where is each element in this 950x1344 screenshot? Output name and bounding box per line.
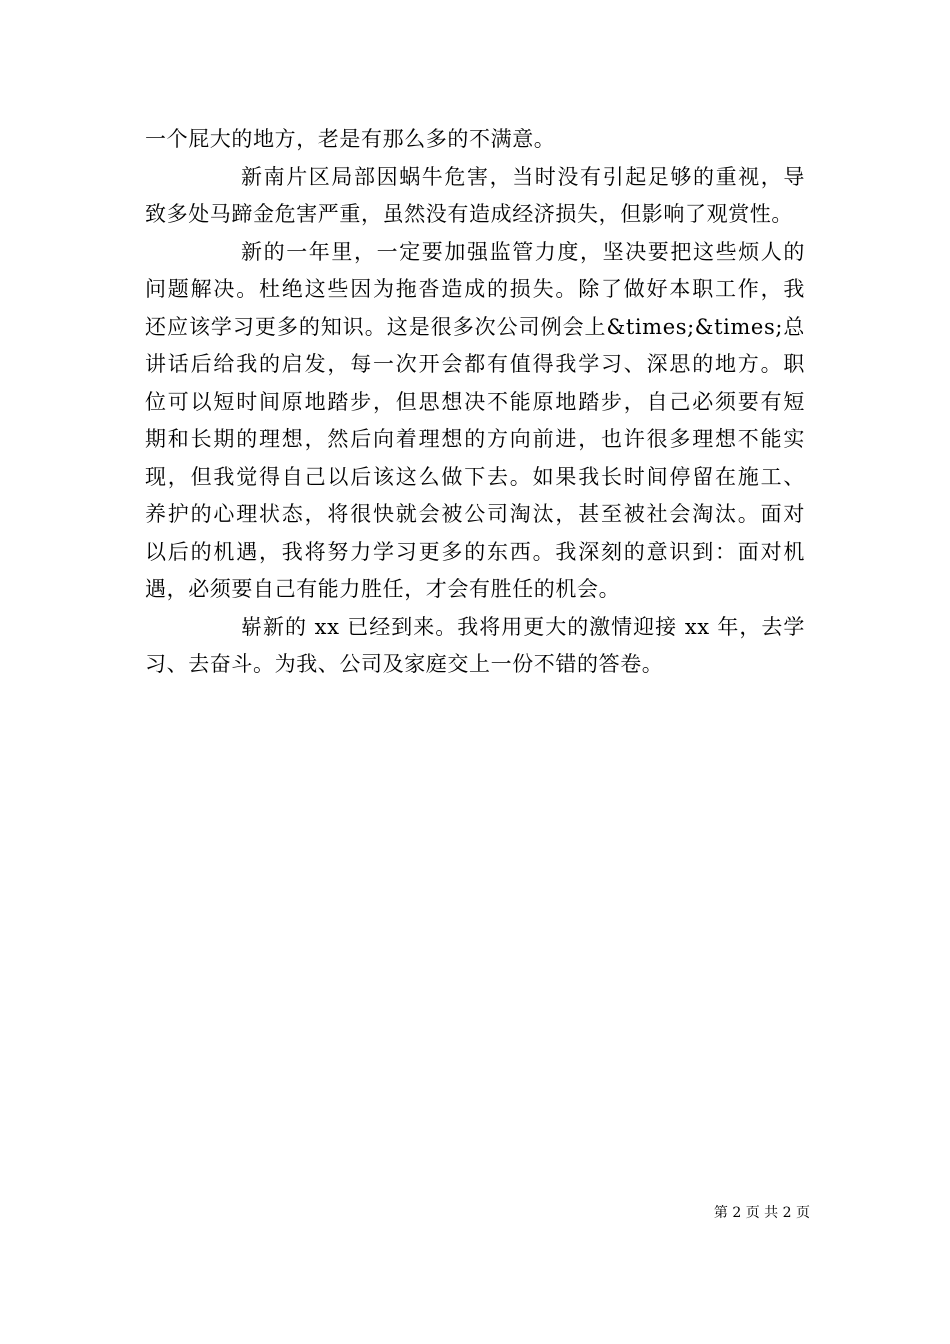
paragraph-4: [145, 609, 805, 684]
paragraph-line: 以后的机遇，我将努力学习更多的东西。我深刻的意识到：面对机: [145, 539, 805, 564]
paragraph-line: 遇，必须要自己有能力胜任，才会有胜任的机会。: [145, 577, 621, 601]
paragraph-3: [145, 234, 805, 609]
paragraph-line: 现，但我觉得自己以后该这么做下去。如果我长时间停留在施工、: [145, 464, 805, 489]
paragraph-line: 致多处马蹄金危害严重，虽然没有造成经济损失，但影响了观赏性。: [145, 202, 793, 226]
document-body: [145, 121, 805, 684]
paragraph-line: 期和长期的理想，然后向着理想的方向前进，也许很多理想不能实: [145, 427, 805, 451]
paragraph-line: 崭新的 xx 已经到来。我将用更大的激情迎接 xx 年，去学: [241, 614, 805, 639]
paragraph-line: 习、去奋斗。为我、公司及家庭交上一份不错的答卷。: [145, 652, 664, 676]
paragraph-line: 新南片区局部因蜗牛危害，当时没有引起足够的重视，导: [241, 164, 805, 189]
paragraph-line: 新的一年里，一定要加强监管力度，坚决要把这些烦人的: [241, 239, 805, 264]
paragraph-line: 养护的心理状态，将很快就会被公司淘汰，甚至被社会淘汰。面对: [145, 502, 805, 526]
paragraph-line: 位可以短时间原地踏步，但思想决不能原地踏步，自己必须要有短: [145, 389, 805, 414]
paragraph-line: 讲话后给我的启发，每一次开会都有值得我学习、深思的地方。职: [145, 352, 805, 376]
page-number-footer: 第 2 页 共 2 页: [713, 1205, 810, 1221]
paragraph-line: 还应该学习更多的知识。这是很多次公司例会上&times;&times;总: [145, 314, 805, 339]
paragraph-1: [145, 121, 805, 159]
paragraph-line: 一个屁大的地方，老是有那么多的不满意。: [145, 127, 556, 151]
paragraph-2: [145, 159, 805, 234]
paragraph-line: 问题解决。杜绝这些因为拖沓造成的损失。除了做好本职工作，我: [145, 277, 805, 301]
